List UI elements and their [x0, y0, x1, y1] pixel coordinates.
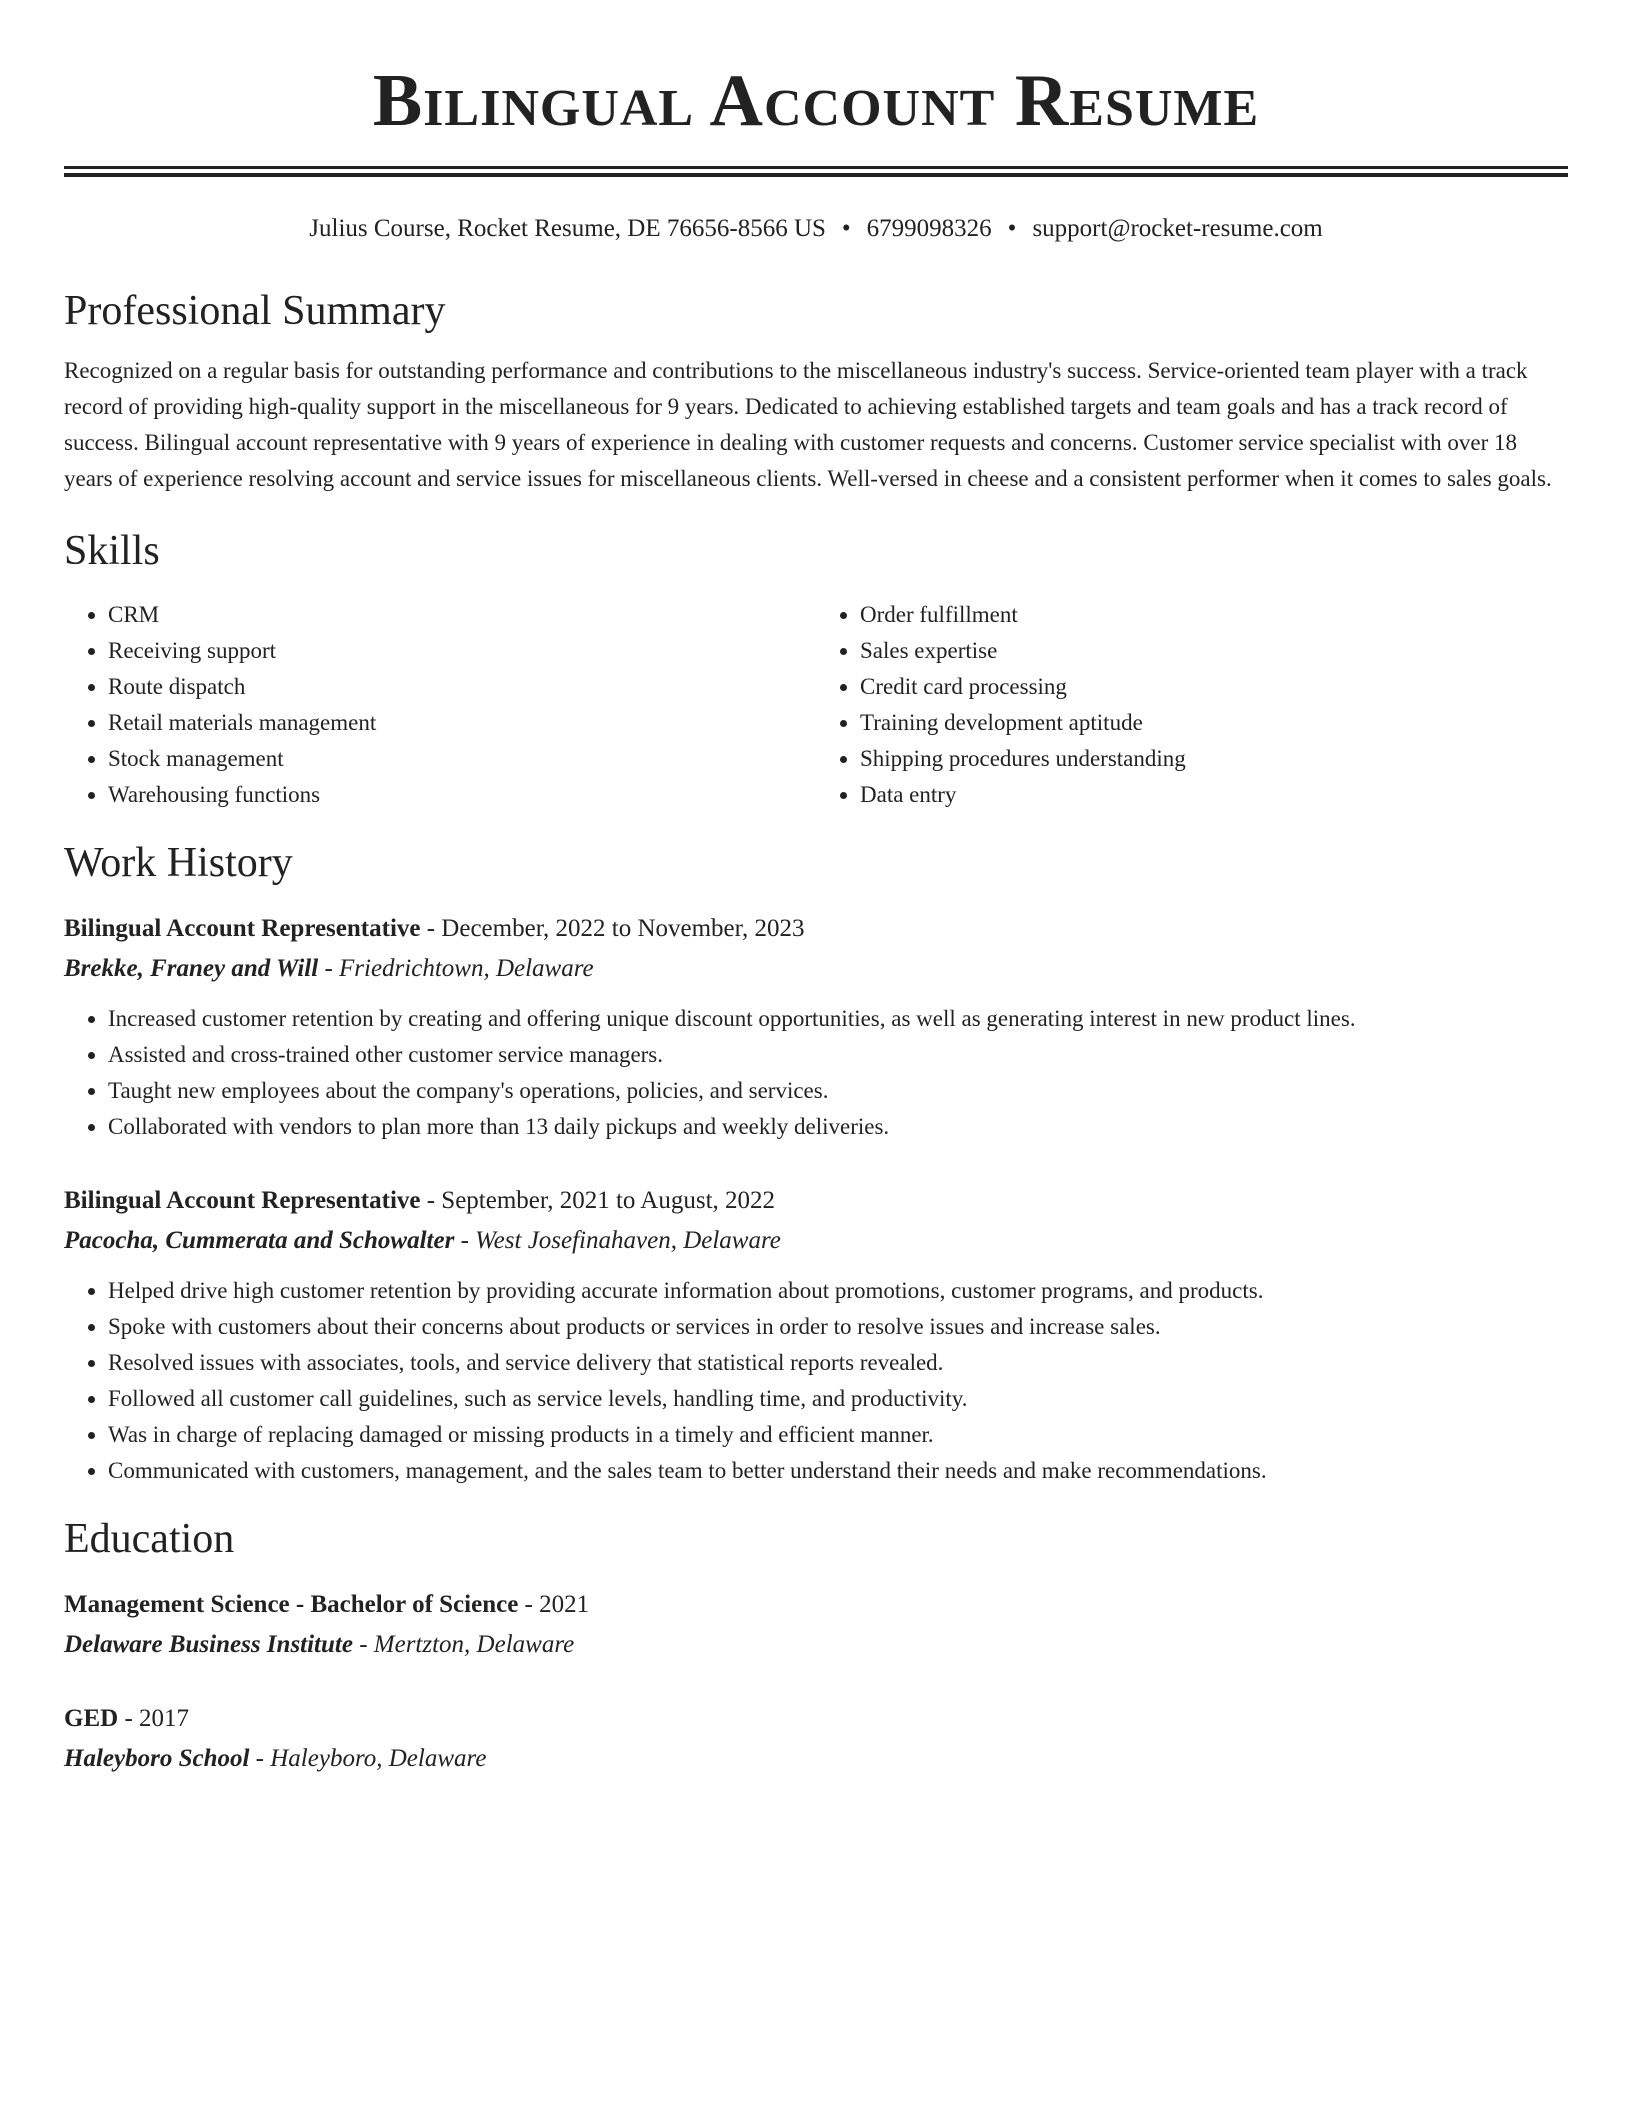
education-school: Haleyboro School	[64, 1745, 250, 1772]
education-degree: Management Science - Bachelor of Science	[64, 1591, 519, 1618]
education-degree-line	[64, 1587, 1568, 1623]
skill-item: • Receiving support	[108, 633, 816, 669]
skill-item: • Data entry	[860, 777, 1568, 813]
education-school: Delaware Business Institute	[64, 1631, 353, 1658]
contact-line	[64, 213, 1568, 245]
job-bullet: • Taught new employees about the company's operations, policies, and services.	[108, 1073, 1568, 1109]
job-bullet: • Collaborated with vendors to plan more than 13 daily pickups and weekly deliveries.	[108, 1109, 1568, 1145]
skills-heading: Skills	[64, 528, 160, 574]
skill-item: • CRM	[108, 597, 816, 633]
job-entry	[64, 911, 1568, 1145]
job-bullet: • Was in charge of replacing damaged or missing products in a timely and efficient manner.	[108, 1417, 1568, 1453]
job-location: - West Josefinahaven, Delaware	[454, 1227, 781, 1254]
contact-address: Julius Course, Rocket Resume, DE 76656-8566 US	[309, 215, 826, 242]
job-bullet: • Communicated with customers, management, and the sales team to better understand their needs and make recommendations.	[108, 1453, 1568, 1489]
job-entry	[64, 1183, 1568, 1489]
skills-columns	[64, 597, 1568, 813]
skill-item: • Warehousing functions	[108, 777, 816, 813]
education-entry	[64, 1587, 1568, 1663]
education-school-line	[64, 1741, 1568, 1777]
education-location: - Haleyboro, Delaware	[249, 1745, 487, 1772]
skill-item: • Sales expertise	[860, 633, 1568, 669]
job-dates: - December, 2022 to November, 2023	[420, 915, 805, 942]
job-title-line	[64, 911, 1568, 947]
skill-item: • Order fulfillment	[860, 597, 1568, 633]
skill-item: • Route dispatch	[108, 669, 816, 705]
skill-item: • Shipping procedures understanding	[860, 741, 1568, 777]
contact-separator: •	[1007, 215, 1017, 242]
skills-right-list	[816, 597, 1568, 813]
education-degree-line	[64, 1701, 1568, 1737]
job-role: Bilingual Account Representative	[64, 1187, 421, 1214]
job-role: Bilingual Account Representative	[64, 915, 421, 942]
work-history-heading: Work History	[64, 840, 293, 886]
job-company-line	[64, 951, 1568, 987]
job-company: Pacocha, Cummerata and Schowalter	[64, 1227, 455, 1254]
skill-item: • Retail materials management	[108, 705, 816, 741]
education-school-line	[64, 1627, 1568, 1663]
job-title-line	[64, 1183, 1568, 1219]
education-year: - 2017	[118, 1705, 190, 1732]
job-bullets	[64, 1273, 1568, 1489]
contact-email: support@rocket-resume.com	[1032, 215, 1323, 242]
summary-heading: Professional Summary	[64, 288, 446, 334]
job-company: Brekke, Franey and Will	[64, 955, 319, 982]
job-bullet: • Increased customer retention by creating and offering unique discount opportunities, as well as generating interest in new product lines.	[108, 1001, 1568, 1037]
resume-title: Bilingual Account Resume	[372, 60, 1260, 142]
skills-left-list	[64, 597, 816, 813]
job-bullet: • Assisted and cross-trained other customer service managers.	[108, 1037, 1568, 1073]
job-location: - Friedrichtown, Delaware	[318, 955, 594, 982]
skill-item: • Credit card processing	[860, 669, 1568, 705]
education-heading: Education	[64, 1516, 235, 1562]
job-bullet: • Helped drive high customer retention by providing accurate information about promotions, customer programs, and products.	[108, 1273, 1568, 1309]
job-dates: - September, 2021 to August, 2022	[420, 1187, 776, 1214]
education-location: - Mertzton, Delaware	[352, 1631, 575, 1658]
education-degree: GED	[64, 1705, 119, 1732]
contact-separator: •	[841, 215, 851, 242]
title-divider	[64, 166, 1568, 177]
job-bullet: • Resolved issues with associates, tools, and service delivery that statistical reports revealed.	[108, 1345, 1568, 1381]
education-year: - 2021	[518, 1591, 590, 1618]
contact-phone: 6799098326	[866, 215, 992, 242]
job-bullet: • Followed all customer call guidelines, such as service levels, handling time, and productivity.	[108, 1381, 1568, 1417]
job-bullets	[64, 1001, 1568, 1145]
job-company-line	[64, 1223, 1568, 1259]
job-bullet: • Spoke with customers about their concerns about products or services in order to resolve issues and increase sales.	[108, 1309, 1568, 1345]
skill-item: • Training development aptitude	[860, 705, 1568, 741]
summary-text: Recognized on a regular basis for outstanding performance and contributions to the miscellaneous industry's success. Service-oriented team player with a track record of providing high-quality support in the miscellaneous for 9 years. Dedicated to achieving established targets and team goals and has a track record of success. Bilingual account representative with 9 years of experience in dealing with customer requests and concerns. Customer service specialist with over 18 years of experience resolving account and service issues for miscellaneous clients. Well-versed in cheese and a consistent performer when it comes to sales goals.	[64, 358, 1552, 491]
education-entry	[64, 1701, 1568, 1777]
skill-item: • Stock management	[108, 741, 816, 777]
